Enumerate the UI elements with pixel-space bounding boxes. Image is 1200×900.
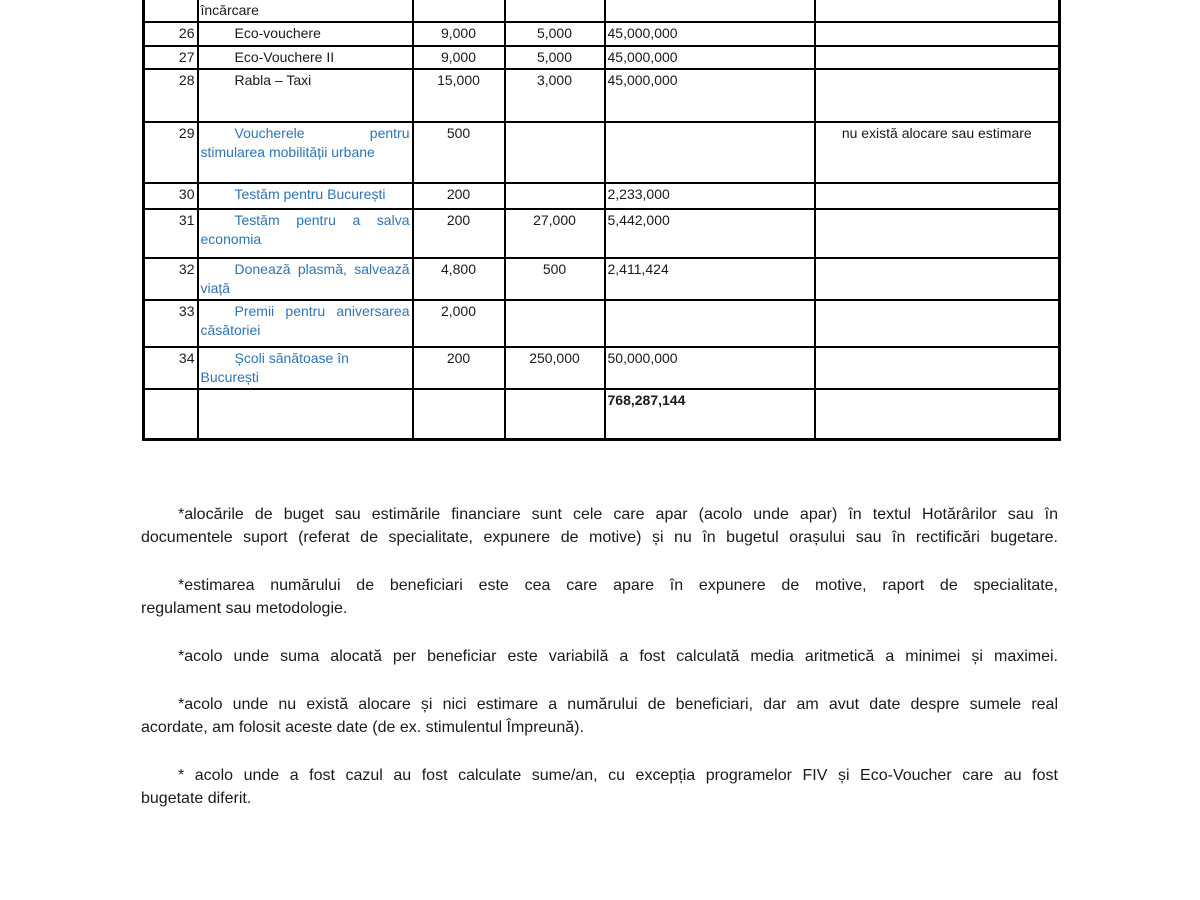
footnote-paragraph: * acolo unde a fost cazul au fost calculate sume/an, cu excepția programelor FIV și Eco-Voucher care au fost bugetate diferit.	[141, 767, 1058, 807]
value-cell: 5,000	[505, 46, 605, 69]
program-name-cell	[198, 389, 413, 439]
program-name-link[interactable]: Școli sănătoase în București	[198, 347, 413, 389]
row-number-cell: 26	[144, 22, 198, 46]
note-cell	[815, 46, 1060, 69]
program-name-cell	[198, 0, 413, 22]
note-cell: nu există alocare sau estimare	[815, 122, 1060, 183]
value-cell: 200	[413, 347, 505, 389]
value-cell: 45,000,000	[605, 46, 815, 69]
row-number-cell: 30	[144, 183, 198, 209]
program-name-cell: Rabla – Taxi	[198, 69, 413, 122]
note-cell	[815, 209, 1060, 258]
value-cell: 200	[413, 209, 505, 258]
value-cell	[505, 389, 605, 439]
value-cell	[505, 183, 605, 209]
table-row	[144, 347, 1060, 389]
program-name-cell: Eco-vouchere	[198, 22, 413, 46]
value-cell: 27,000	[505, 209, 605, 258]
value-cell: 9,000	[413, 22, 505, 46]
value-cell: 250,000	[505, 347, 605, 389]
row-number-cell: 32	[144, 258, 198, 300]
table-row	[144, 22, 1060, 46]
grand-total-cell: 768,287,144	[605, 389, 815, 439]
note-cell	[815, 22, 1060, 46]
value-cell: 45,000,000	[605, 22, 815, 46]
value-cell: 2,411,424	[605, 258, 815, 300]
table-row	[144, 46, 1060, 69]
row-number-cell: 33	[144, 300, 198, 347]
program-name-link[interactable]: Voucherele pentru stimularea mobilității urbane	[198, 122, 413, 183]
program-name-link[interactable]: Premii pentru aniversarea căsătoriei	[198, 300, 413, 347]
note-cell	[815, 0, 1060, 22]
row-number-cell: 29	[144, 122, 198, 183]
value-cell: 50,000,000	[605, 347, 815, 389]
value-cell: 200	[413, 183, 505, 209]
value-cell: 500	[505, 258, 605, 300]
value-cell: 5,442,000	[605, 209, 815, 258]
footnote-paragraph: *acolo unde suma alocată per beneficiar este variabilă a fost calculată media aritmetică a minimei și maximei.	[178, 648, 1058, 665]
row-number-cell: 31	[144, 209, 198, 258]
row-number-cell: 27	[144, 46, 198, 69]
program-name-continuation: încărcare	[200, 2, 259, 18]
value-cell: 2,233,000	[605, 183, 815, 209]
table-row	[144, 300, 1060, 347]
value-cell: 15,000	[413, 69, 505, 122]
value-cell	[605, 0, 815, 22]
value-cell	[605, 300, 815, 347]
table-row	[144, 209, 1060, 258]
row-number-cell: 34	[144, 347, 198, 389]
value-cell: 4,800	[413, 258, 505, 300]
footnote-paragraph: *alocările de buget sau estimările financiare sunt cele care apar (acolo unde apar) în textul Hotărârilor sau în documentele suport (referat de specialitate, expunere de motive) și nu în bugetul orașului sau în rectificări bugetare.	[141, 506, 1058, 546]
value-cell: 5,000	[505, 22, 605, 46]
value-cell: 9,000	[413, 46, 505, 69]
note-cell	[815, 183, 1060, 209]
table-row	[144, 258, 1060, 300]
note-cell	[815, 69, 1060, 122]
program-name-cell: Eco-Vouchere II	[198, 46, 413, 69]
program-name-link[interactable]: Testăm pentru București	[198, 183, 413, 209]
value-cell: 45,000,000	[605, 69, 815, 122]
footnote-paragraph: *estimarea numărului de beneficiari este cea care apare în expunere de motive, raport de specialitate, regulament sau metodologie.	[141, 577, 1058, 617]
value-cell	[505, 122, 605, 183]
program-name-link[interactable]: Testăm pentru a salva economia	[198, 209, 413, 258]
value-cell	[413, 0, 505, 22]
value-cell: 3,000	[505, 69, 605, 122]
note-cell	[815, 347, 1060, 389]
value-cell	[505, 300, 605, 347]
note-cell	[815, 389, 1060, 439]
footnotes-section	[141, 503, 1058, 835]
note-cell	[815, 300, 1060, 347]
value-cell	[605, 122, 815, 183]
value-cell: 2,000	[413, 300, 505, 347]
note-cell	[815, 258, 1060, 300]
row-number-cell	[144, 389, 198, 439]
table-row	[144, 69, 1060, 122]
table-row-partial	[144, 0, 1060, 22]
value-cell: 500	[413, 122, 505, 183]
programs-table	[142, 0, 1061, 441]
row-number-cell: 28	[144, 69, 198, 122]
table-total-row	[144, 389, 1060, 439]
row-number-cell	[144, 0, 198, 22]
footnote-paragraph: *acolo unde nu există alocare și nici estimare a numărului de beneficiari, dar am avut date despre sumele real acordate, am folosit aceste date (de ex. stimulentul Împreună).	[141, 696, 1058, 736]
value-cell	[413, 389, 505, 439]
table-row	[144, 122, 1060, 183]
table-row	[144, 183, 1060, 209]
value-cell	[505, 0, 605, 22]
program-name-link[interactable]: Donează plasmă, salvează viață	[198, 258, 413, 300]
